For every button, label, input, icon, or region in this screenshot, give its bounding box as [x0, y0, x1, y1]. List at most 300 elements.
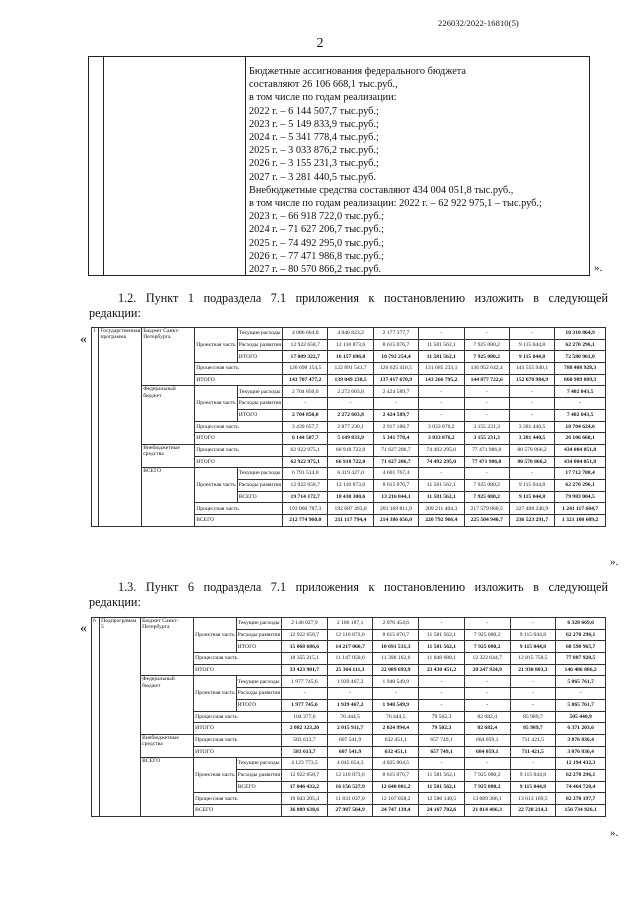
table-row: [92, 468, 606, 480]
row-number: 1: [92, 328, 99, 527]
table-cell-value: 583 613,7: [282, 734, 328, 746]
table-cell-value: 74 492 295,0: [419, 444, 464, 456]
table-cell-value: 4 123 773,5: [282, 758, 328, 770]
table-cell-value: -: [509, 328, 554, 340]
table-cell-label: Процессная часть: [194, 734, 282, 746]
table-cell-value: 12 922 658,7: [283, 339, 328, 351]
table-cell-value: 6 144 507,7: [283, 433, 328, 445]
table-cell-value: 11 831 037,0: [327, 793, 373, 805]
table-cell-label: ИТОГО: [194, 664, 282, 676]
passport-col-name: [104, 57, 246, 275]
table-cell-value: 2 704 850,0: [283, 386, 328, 398]
table-cell-value: 788 408 928,3: [555, 363, 606, 375]
table-cell-label: Текущие расходы: [237, 328, 282, 340]
table-cell-value: 227 408 246,9: [509, 503, 554, 515]
table-cell-value: 5 865 761,7: [556, 699, 606, 711]
passport-line: 2023 г. – 66 918 722,0 тыс.руб.;: [249, 211, 384, 223]
table-cell-value: -: [464, 468, 509, 480]
table-cell-value: 24 167 702,6: [419, 805, 465, 817]
passport-line: в том числе по годам реализации:: [249, 92, 397, 104]
table-cell-value: 66 918 722,0: [328, 444, 373, 456]
table-cell-value: 79 983 004,5: [555, 491, 606, 503]
table-cell-label: Процессная часть: [195, 421, 283, 433]
table-cell-value: 79 502,3: [419, 711, 465, 723]
table-cell-value: 1 977 745,6: [282, 676, 328, 688]
table-cell-value: 11 581 562,1: [419, 629, 465, 641]
table-cell-value: 17 009 322,7: [283, 351, 328, 363]
table-cell-label: Расходы развития: [237, 339, 282, 351]
passport-line: 2027 г. – 3 281 440,5 тыс.руб.: [249, 171, 376, 183]
table-cell-value: 9 115 044,8: [510, 641, 556, 653]
table-cell-value: 11 581 562,1: [419, 351, 464, 363]
table-cell-value: 2 424 589,7: [373, 386, 418, 398]
table-cell-value: 7 402 043,5: [555, 386, 606, 398]
table-cell-label: Процессная часть: [195, 444, 283, 456]
table-cell-value: 2 877 230,1: [328, 421, 373, 433]
table-cell-value: 9 115 044,8: [509, 351, 554, 363]
table-cell-value: 11 581 562,1: [419, 491, 464, 503]
table-cell-value: 152 670 984,9: [509, 374, 554, 386]
table-row: [92, 328, 606, 340]
table-cell-value: 684 059,1: [464, 734, 510, 746]
table-cell-label: Федеральный бюджет: [142, 386, 195, 444]
table-cell-value: 13 089 386,1: [464, 793, 510, 805]
table-cell-value: 9 115 044,8: [509, 491, 554, 503]
table-row: [92, 734, 606, 746]
table-cell-value: 11 581 562,1: [419, 641, 465, 653]
passport-line: 2026 г. – 3 155 231,3 тыс.руб.;: [249, 158, 379, 170]
passport-col-num: [89, 57, 104, 275]
table-cell-value: 193 060 787,3: [283, 503, 328, 515]
table-cell-label: Текущие расходы: [236, 758, 281, 770]
table-cell-value: -: [556, 688, 606, 700]
table-cell-value: 11 581 562,1: [419, 769, 465, 781]
table-cell-value: -: [464, 386, 509, 398]
table-cell-label: Внебюджетные средства: [142, 444, 195, 467]
table-cell-label: ИТОГО: [194, 723, 282, 735]
table-cell-value: 12 107 058,2: [373, 793, 419, 805]
table-cell-value: 17 712 708,4: [555, 468, 606, 480]
table-cell-label: Текущие расходы: [237, 386, 282, 398]
table-cell-value: 220 792 966,4: [419, 515, 464, 527]
table-cell-value: -: [464, 409, 509, 421]
table-cell-value: 211 117 794,4: [328, 515, 373, 527]
table-cell-label: Проектная часть: [195, 328, 238, 363]
table-cell-value: 71 627 206,7: [373, 444, 418, 456]
table-cell-value: 2 272 603,8: [328, 386, 373, 398]
paragraph-1-2-end: редакции:: [89, 306, 141, 320]
table-cell-value: 74 464 728,4: [556, 781, 606, 793]
table-cell-value: 16 157 696,8: [328, 351, 373, 363]
table-cell-value: 2 424 589,7: [373, 409, 418, 421]
passport-line: 2024 г. – 5 341 778,4 тыс.руб.;: [249, 132, 379, 144]
table-cell-value: 36 089 638,6: [282, 805, 328, 817]
table-cell-value: 11 147 050,6: [327, 653, 373, 665]
table-cell-value: -: [510, 699, 556, 711]
table-cell-value: 860 989 889,3: [555, 374, 606, 386]
table-cell-value: 22 089 693,9: [373, 664, 419, 676]
table-cell-label: ВСЕГО: [236, 781, 281, 793]
table-cell-value: 1 977 745,6: [282, 699, 328, 711]
table-cell-value: 76 444,5: [327, 711, 373, 723]
table-cell-value: 74 492 295,0: [419, 456, 464, 468]
table-cell-value: -: [419, 398, 464, 410]
table-cell-value: -: [327, 688, 373, 700]
table-cell-value: 192 687 493,8: [328, 503, 373, 515]
passport-line: 2022 г. – 6 144 507,7 тыс.руб.;: [249, 105, 379, 117]
passport-line: 2025 г. – 3 033 876,2 тыс.руб.;: [249, 145, 379, 157]
table-cell-value: 62 270 296,1: [556, 629, 606, 641]
table-cell-value: -: [419, 699, 465, 711]
program-name: Подпрограмма 5: [100, 618, 141, 817]
table-cell-value: 2 015 911,7: [327, 723, 373, 735]
passport-line: 2027 г. – 80 570 866,2 тыс.руб.: [249, 264, 382, 276]
table-cell-value: 79 502,3: [419, 723, 465, 735]
table-cell-value: 25 364 111,3: [327, 664, 373, 676]
table-cell-value: 68 598 965,7: [556, 641, 606, 653]
table-cell-value: 82 270 197,7: [556, 793, 606, 805]
table-cell-value: 12 110 873,6: [328, 339, 373, 351]
table-cell-value: 21 930 803,3: [510, 664, 556, 676]
table-cell-value: 77 471 986,8: [464, 444, 509, 456]
table-cell-value: 10 792 254,4: [373, 351, 418, 363]
table-cell-value: 5 341 778,4: [373, 433, 418, 445]
table-cell-value: 143 555 940,1: [509, 363, 554, 375]
table-cell-value: 12 110 873,6: [327, 769, 373, 781]
table-cell-value: 2 024 994,4: [373, 723, 419, 735]
table-cell-value: -: [419, 468, 464, 480]
table-cell-value: 17 046 432,2: [282, 781, 328, 793]
table-cell-value: 80 570 866,2: [509, 444, 554, 456]
table-cell-value: -: [509, 398, 554, 410]
table-cell-value: -: [373, 398, 418, 410]
table-cell-value: 1 948 549,9: [373, 699, 419, 711]
table-cell-value: 18 704 624,6: [555, 421, 606, 433]
table-cell-value: 85 989,7: [510, 711, 556, 723]
table-cell-value: 7 925 080,2: [464, 351, 509, 363]
table-row: [92, 758, 606, 770]
table-cell-value: 6 328 669,6: [556, 618, 606, 630]
table-cell-value: 33 423 901,7: [282, 664, 328, 676]
table-cell-value: 82 682,4: [464, 711, 510, 723]
table-row: [92, 444, 606, 456]
table-cell-label: ИТОГО: [195, 374, 283, 386]
paragraph-1-2: 1.2. Пункт 1 подраздела 7.1 приложения к постановлению изложить в следующей: [118, 291, 608, 305]
passport-line: 2024 г. – 71 627 206,7 тыс.руб.;: [249, 224, 384, 236]
table-cell-value: 1 948 549,9: [373, 676, 419, 688]
table-cell-value: 12 922 658,7: [282, 629, 328, 641]
table-cell-value: -: [509, 409, 554, 421]
table-cell-value: 136 952 642,4: [464, 363, 509, 375]
table-cell-value: 19 714 172,7: [283, 491, 328, 503]
table-cell-value: 18 355 215,1: [282, 653, 328, 665]
passport-line: Внебюджетные средства составляют 434 004 051,8 тыс.руб.,: [249, 184, 514, 196]
table-cell-label: Расходы развития: [236, 688, 281, 700]
passport-table: [88, 56, 590, 276]
financing-table-2: [91, 617, 606, 817]
table-cell-value: 225 504 940,7: [464, 515, 509, 527]
quote-close: ».: [610, 827, 619, 839]
passport-line: в том числе по годам реализации: 2022 г. – 62 922 975,1 – тыс.руб.;: [249, 198, 542, 210]
passport-line: Бюджетные ассигнования федерального бюджета: [249, 66, 466, 77]
table-cell-value: 2 917 188,7: [373, 421, 418, 433]
table-cell-value: 122 891 541,7: [328, 363, 373, 375]
table-cell-value: 217 579 860,5: [464, 503, 509, 515]
table-cell-value: 16 156 527,9: [327, 781, 373, 793]
table-cell-value: -: [509, 468, 554, 480]
quote-open: «: [80, 621, 87, 636]
table-cell-value: 72 580 961,0: [555, 351, 606, 363]
table-cell-label: Процессная часть: [194, 711, 282, 723]
table-cell-value: 27 987 564,9: [327, 805, 373, 817]
table-cell-value: 82 682,4: [464, 723, 510, 735]
table-cell-value: -: [419, 676, 465, 688]
table-cell-value: 9 115 044,8: [510, 629, 556, 641]
table-cell-value: -: [510, 758, 556, 770]
table-cell-value: 21 014 466,3: [464, 805, 510, 817]
table-cell-value: 434 004 051,8: [555, 456, 606, 468]
table-cell-value: -: [464, 676, 510, 688]
table-cell-label: Проектная часть: [195, 468, 238, 503]
table-row: [92, 618, 606, 630]
paragraph-1-3-end: редакции:: [89, 595, 141, 609]
table-cell-value: 2 272 603,8: [328, 409, 373, 421]
table-cell-label: Текущие расходы: [236, 618, 281, 630]
table-cell-label: Процессная часть: [194, 653, 282, 665]
quote-open: «: [80, 332, 87, 347]
table-cell-label: Текущие расходы: [236, 676, 281, 688]
table-cell-value: -: [464, 398, 509, 410]
table-cell-value: -: [510, 676, 556, 688]
table-cell-value: -: [282, 688, 328, 700]
table-cell-value: 7 925 080,2: [464, 781, 510, 793]
table-cell-value: 12 322 644,7: [464, 653, 510, 665]
table-cell-value: 2 146 027,9: [282, 618, 328, 630]
passport-line: 2025 г. – 74 492 295,0 тыс.руб.;: [249, 237, 384, 249]
passport-text: [249, 65, 587, 276]
table-cell-label: ИТОГО: [237, 409, 282, 421]
table-cell-value: 7 925 080,2: [464, 339, 509, 351]
table-cell-value: 77 887 920,5: [556, 653, 606, 665]
paragraph-1-3: 1.3. Пункт 6 подраздела 7.1 приложения к постановлению изложить в следующей: [118, 580, 608, 594]
table-cell-value: 139 049 238,5: [328, 374, 373, 386]
table-cell-value: 1 321 100 609,2: [555, 515, 606, 527]
table-cell-value: 77 471 986,8: [464, 456, 509, 468]
passport-line: 2026 г. – 77 471 986,8 тыс.руб.;: [249, 250, 384, 262]
table-cell-value: -: [464, 328, 509, 340]
table-cell-value: 7 925 080,2: [464, 641, 510, 653]
table-cell-value: 23 430 451,2: [419, 664, 465, 676]
table-cell-label: ИТОГО: [237, 351, 282, 363]
table-cell-label: Текущие расходы: [237, 468, 282, 480]
table-cell-value: 15 068 686,6: [282, 641, 328, 653]
table-cell-value: 126 625 416,5: [373, 363, 418, 375]
quote-close: ».: [594, 262, 603, 274]
table-cell-value: 7 925 080,2: [464, 479, 509, 491]
table-cell-value: 11 398 162,6: [373, 653, 419, 665]
table-cell-value: 1 939 467,2: [327, 676, 373, 688]
table-cell-value: 9 115 044,8: [509, 479, 554, 491]
table-cell-value: 20 247 924,9: [464, 664, 510, 676]
table-cell-value: 201 169 811,9: [373, 503, 418, 515]
table-cell-value: 2 106 187,1: [327, 618, 373, 630]
table-cell-value: -: [419, 409, 464, 421]
table-cell-value: 6 319 427,0: [328, 468, 373, 480]
table-cell-value: 214 386 656,0: [373, 515, 418, 527]
table-cell-value: 209 211 404,3: [419, 503, 464, 515]
table-cell-value: 2 704 850,0: [283, 409, 328, 421]
table-cell-label: Расходы развития: [236, 769, 281, 781]
table-cell-value: 607 541,9: [327, 746, 373, 758]
table-cell-label: Проектная часть: [194, 618, 237, 653]
table-cell-label: Расходы развития: [237, 398, 282, 410]
table-cell-label: Процессная часть: [194, 793, 282, 805]
table-cell-value: 62 922 975,1: [283, 444, 328, 456]
row-number: 6: [92, 618, 100, 817]
table-cell-value: 12 110 873,6: [327, 629, 373, 641]
table-cell-value: -: [555, 398, 606, 410]
table-cell-value: 12 110 873,6: [328, 479, 373, 491]
table-cell-value: 3 281 440,5: [509, 421, 554, 433]
table-cell-label: Бюджет Санкт-Петербурга: [141, 618, 194, 676]
passport-line: 2023 г. – 5 149 833,9 тыс.руб.;: [249, 118, 379, 130]
table-cell-value: 19 043 205,4: [282, 793, 328, 805]
table-cell-value: 143 707 477,2: [283, 374, 328, 386]
table-cell-value: 1 241 117 604,7: [555, 503, 606, 515]
table-cell-value: 4 025 004,5: [373, 758, 419, 770]
table-cell-value: 24 747 139,4: [373, 805, 419, 817]
table-cell-value: 1 939 467,2: [327, 699, 373, 711]
table-row: [92, 386, 606, 398]
table-cell-label: Расходы развития: [237, 479, 282, 491]
table-cell-label: Процессная часть: [195, 503, 283, 515]
table-cell-value: -: [373, 688, 419, 700]
table-cell-value: 13 613 169,5: [510, 793, 556, 805]
table-cell-label: ВСЕГО: [194, 805, 282, 817]
table-cell-value: 7 925 080,2: [464, 629, 510, 641]
table-cell-value: 4 086 664,0: [283, 328, 328, 340]
table-cell-label: Внебюджетные средства: [141, 734, 194, 757]
table-cell-value: 434 004 051,8: [555, 444, 606, 456]
table-cell-label: Проектная часть: [194, 676, 237, 711]
table-cell-value: 12 640 081,2: [373, 781, 419, 793]
table-cell-value: 7 925 080,2: [464, 769, 510, 781]
table-cell-value: 12 194 432,3: [556, 758, 606, 770]
table-cell-label: Проектная часть: [195, 386, 238, 421]
table-cell-value: -: [419, 328, 464, 340]
table-cell-value: 11 581 562,1: [419, 479, 464, 491]
table-cell-value: -: [419, 688, 465, 700]
table-cell-value: 12 922 658,7: [282, 769, 328, 781]
table-cell-value: 3 033 876,2: [419, 421, 464, 433]
table-cell-value: 2 082 123,20: [282, 723, 328, 735]
table-cell-value: -: [464, 688, 510, 700]
table-cell-label: Проектная часть: [194, 758, 237, 793]
table-cell-value: -: [510, 688, 556, 700]
page-number: 2: [316, 36, 324, 51]
table-cell-value: 583 613,7: [282, 746, 328, 758]
table-cell-value: -: [419, 758, 465, 770]
table-cell-value: 7 925 080,2: [464, 491, 509, 503]
table-cell-value: -: [328, 398, 373, 410]
table-cell-value: 657 749,1: [419, 734, 465, 746]
table-cell-value: 14 217 060,7: [327, 641, 373, 653]
table-cell-value: 22 728 214,3: [510, 805, 556, 817]
table-cell-value: 8 615 076,7: [373, 769, 419, 781]
table-cell-value: 80 570 866,2: [509, 456, 554, 468]
table-cell-label: ИТОГО: [195, 456, 283, 468]
table-cell-value: 156 734 926,1: [556, 805, 606, 817]
program-name: Государственная программа: [99, 328, 142, 527]
table-row: [92, 676, 606, 688]
table-cell-value: 684 059,1: [464, 746, 510, 758]
table-cell-value: -: [510, 618, 556, 630]
table-cell-value: 657 749,1: [419, 746, 465, 758]
table-cell-label: ВСЕГО: [237, 491, 282, 503]
table-cell-value: 3 876 836,4: [556, 746, 606, 758]
table-cell-value: 10 310 864,9: [555, 328, 606, 340]
table-cell-label: Процессная часть: [195, 363, 283, 375]
table-cell-value: 8 615 076,7: [373, 629, 419, 641]
table-cell-value: 18 430 300,6: [328, 491, 373, 503]
table-cell-value: 711 421,5: [510, 746, 556, 758]
table-cell-value: 607 541,9: [327, 734, 373, 746]
table-cell-value: 9 115 044,8: [510, 769, 556, 781]
table-cell-value: 3 281 440,5: [509, 433, 554, 445]
table-cell-value: 4 046 823,2: [328, 328, 373, 340]
table-cell-value: 711 421,5: [510, 734, 556, 746]
table-cell-value: 3 033 876,2: [419, 433, 464, 445]
table-cell-label: Федеральный бюджет: [141, 676, 194, 734]
table-cell-value: 632 451,1: [373, 746, 419, 758]
table-cell-value: 212 774 960,0: [283, 515, 328, 527]
table-cell-value: 632 451,1: [373, 734, 419, 746]
table-cell-label: ИТОГО: [195, 433, 283, 445]
table-cell-label: ИТОГО: [236, 641, 281, 653]
table-cell-value: 26 106 668,1: [555, 433, 606, 445]
table-cell-value: 7 402 043,5: [555, 409, 606, 421]
table-cell-value: 76 444,5: [373, 711, 419, 723]
table-cell-value: 12 586 140,5: [419, 793, 465, 805]
table-cell-label: Расходы развития: [236, 629, 281, 641]
table-cell-label: ВСЕГО: [142, 468, 195, 526]
passport-line: составляют 26 106 668,1 тыс.руб.,: [249, 79, 398, 91]
table-cell-value: 2 177 377,7: [373, 328, 418, 340]
table-cell-value: 71 627 206,7: [373, 456, 418, 468]
quote-close: ».: [610, 556, 619, 568]
table-cell-value: 137 417 670,9: [373, 374, 418, 386]
table-cell-value: 9 115 044,8: [509, 339, 554, 351]
table-cell-value: 5 149 833,9: [328, 433, 373, 445]
table-cell-value: 12 815 758,5: [510, 653, 556, 665]
table-cell-value: -: [283, 398, 328, 410]
table-cell-value: 104 377,6: [282, 711, 328, 723]
table-cell-label: Бюджет Санкт-Петербурга: [142, 328, 195, 386]
table-cell-value: -: [464, 758, 510, 770]
table-cell-value: 126 698 154,5: [283, 363, 328, 375]
table-cell-value: -: [419, 618, 465, 630]
financing-table-1: [91, 327, 606, 527]
table-cell-value: -: [464, 618, 510, 630]
table-cell-label: ИТОГО: [194, 746, 282, 758]
table-cell-label: ИТОГО: [236, 699, 281, 711]
table-cell-value: 66 918 722,0: [328, 456, 373, 468]
table-cell-value: 11 581 562,1: [419, 781, 465, 793]
table-cell-value: 13 216 844,1: [373, 491, 418, 503]
table-cell-value: 62 922 975,1: [283, 456, 328, 468]
table-cell-value: 11 848 688,1: [419, 653, 465, 665]
table-cell-value: 5 865 761,7: [556, 676, 606, 688]
